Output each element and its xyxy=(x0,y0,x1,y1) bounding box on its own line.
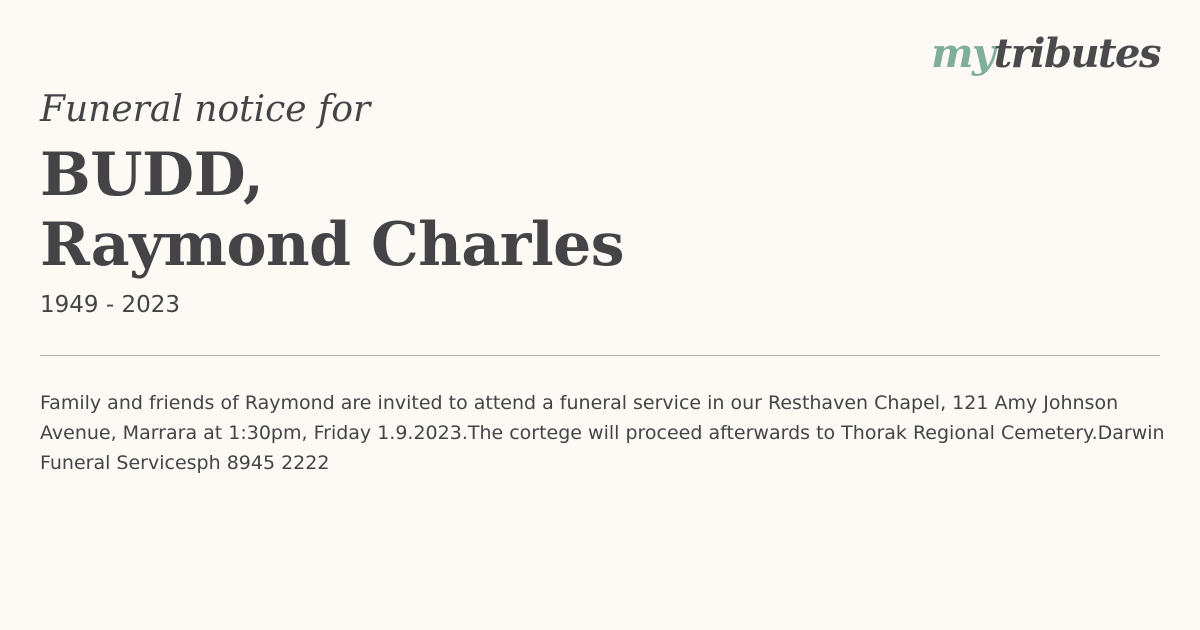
notice-message: Family and friends of Raymond are invited to attend a funeral service in our Resthaven Chapel, 121 Amy Johnson Avenue, Marrara at 1:30pm, Friday 1.9.2023.The cortege will proceed afterwards to Thorak Regional Cemetery.Darwin Funeral Servicesph 8945 2222 xyxy=(40,392,1165,474)
mytributes-logo[interactable] xyxy=(931,30,1160,77)
logo-tributes-text: tributes xyxy=(993,30,1160,77)
deceased-given-names: Raymond Charles xyxy=(40,210,625,280)
life-years: 1949 - 2023 xyxy=(40,292,180,318)
notice-label: Funeral notice for xyxy=(40,89,371,130)
divider xyxy=(40,355,1160,356)
logo-my-text: my xyxy=(931,30,994,77)
deceased-name xyxy=(40,140,624,280)
deceased-surname: BUDD, xyxy=(40,140,264,210)
